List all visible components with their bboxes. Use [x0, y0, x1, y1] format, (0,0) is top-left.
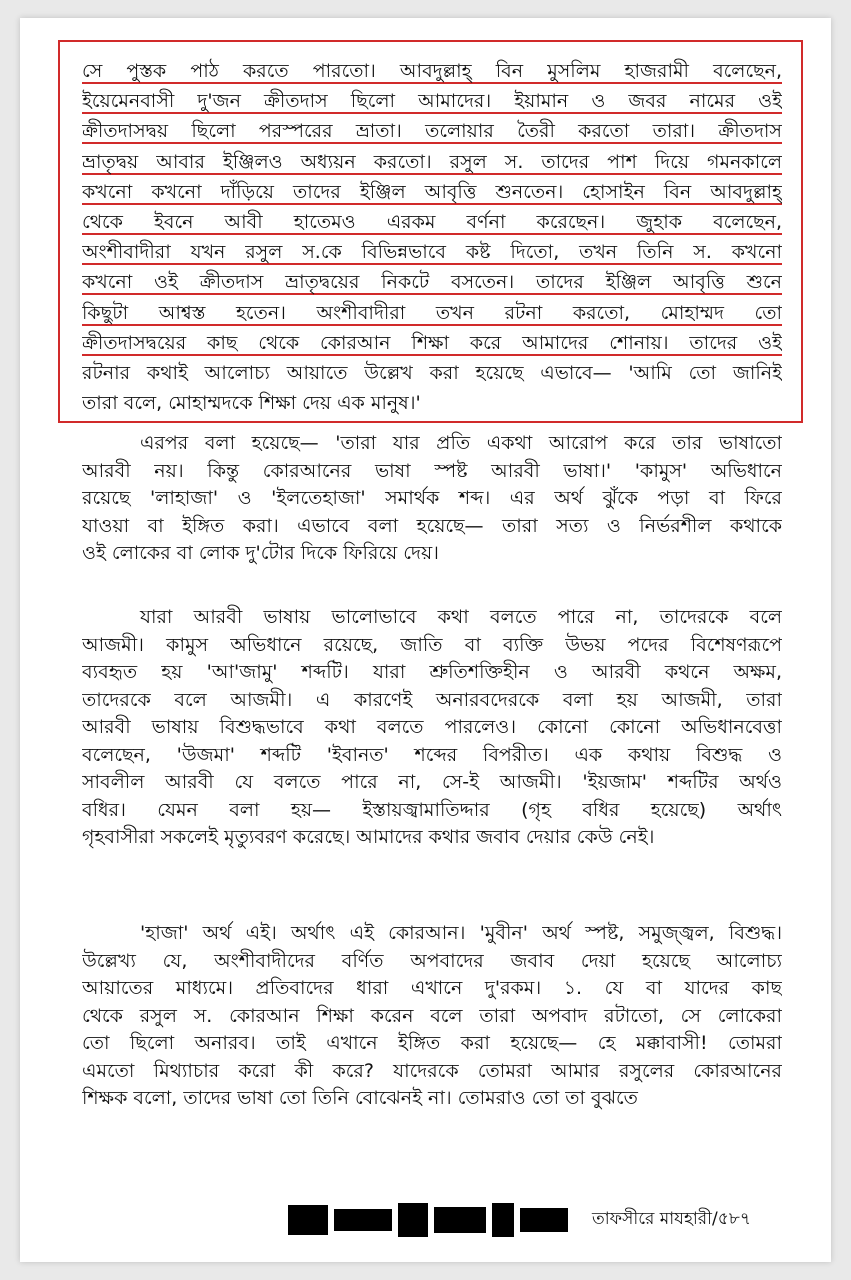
paragraph-line: আজমী। কামুস অভিধানে রয়েছে, জাতি বা ব্যক্তি উভয় পদের বিশেষণরূপে: [82, 633, 782, 656]
highlighted-passage: [82, 56, 782, 418]
paragraph-line: তো ছিলো অনারব। তাই এখানে ইঙ্গিত করা হয়েছে— হে মক্কাবাসী! তোমরা: [82, 1032, 782, 1054]
boxed-line: তারা বলে, মোহাম্মদকে শিক্ষা দেয় এক মানুষ।': [82, 392, 421, 415]
document-page: [20, 18, 831, 1262]
paragraph-line: যাওয়া বা ইঙ্গিত করা। এভাবে বলা হয়েছে— তারা সত্য ও নির্ভরশীল কথাকে: [82, 514, 782, 537]
paragraph-line: সাবলীল আরবী যে বলতে পারে না, সে-ই আজমী। 'ইয়জাম' শব্দটির অর্থও: [82, 771, 782, 793]
paragraph-line: আরবী ভাষায় বিশুদ্ধভাবে কথা বলতে পারলেও। কোনো কোনো অভিধানবেত্তা: [82, 716, 782, 738]
paragraph-line: বধির। যেমন বলা হয়— ইস্তায়জ্বামাতিদ্দার (গৃহ বধির হয়েছে) অর্থাৎ: [82, 798, 782, 821]
boxed-line: রটনার কথাই আলোচ্য আয়াতে উল্লেখ করা হয়েছে এভাবে— 'আমি তো জানিই: [82, 361, 782, 384]
paragraph-1: [82, 430, 782, 568]
paragraph-line: এমতো মিথ্যাচার করো কী করে? যাদেরকে তোমরা আমার রসুলের কোরআনের: [82, 1059, 782, 1082]
paragraph-line: শিক্ষক বলো, তাদের ভাষা তো তিনি বোঝেনই না। তোমরাও তো তা বুঝতে: [82, 1087, 638, 1109]
paragraph-line: গৃহবাসীরা সকলেই মৃত্যুবরণ করেছে। আমাদের কথার জবাব দেয়ার কেউ নেই।: [82, 826, 655, 848]
page-footer-title: তাফসীরে মাযহারী/৫৮৭: [592, 1209, 751, 1229]
boxed-line: ইয়েমেনবাসী দু'জন ক্রীতদাস ছিলো আমাদের। ইয়ামান ও জবর নামের ওই: [82, 90, 782, 113]
paragraph-line: এরপর বলা হয়েছে— 'তারা যার প্রতি একথা আরোপ করে তার ভাষাতো: [140, 432, 782, 454]
paragraph-line: তাদেরকে বলে আজমী। এ কারণেই অনারবদেরকে বলা হয় আজমী, তারা: [82, 688, 782, 711]
paragraph-line: যারা আরবী ভাষায় ভালোভাবে কথা বলতে পারে না, তাদেরকে বলে: [140, 606, 782, 628]
paragraph-2: [82, 604, 782, 852]
boxed-line: সে পুস্তক পাঠ করতে পারতো। আবদুল্লাহ্ বিন মুসলিম হাজরামী বলেছেন,: [82, 60, 782, 82]
paragraph-line: 'হাজা' অর্থ এই। অর্থাৎ এই কোরআন। 'মুবীন' অর্থ স্পষ্ট, সমুজ্জ্বল, বিশুদ্ধ।: [140, 922, 782, 944]
paragraph-line: আয়াতের মাধ্যমে। প্রতিবাদের ধারা এখানে দু'রকম। ১. যে বা যাদের কাছ: [82, 977, 782, 999]
paragraph-line: ব্যবহৃত হয় 'আ'জামু' শব্দটি। যারা শ্রুতিশক্তিহীন ও আরবী কথনে অক্ষম,: [82, 661, 782, 683]
boxed-line: ক্রীতদাসদ্বয় ছিলো পরস্পরের ভ্রাতা। তলোয়ার তৈরী করতো তারা। ক্রীতদাস: [82, 120, 782, 143]
boxed-line: কিছুটা আশ্বস্ত হতেন। অংশীবাদীরা তখন রটনা করতো, মোহাম্মদ তো: [82, 301, 782, 324]
boxed-line: কখনো কখনো দাঁড়িয়ে তাদের ইঞ্জিল আবৃত্তি শুনতেন। হোসাইন বিন আবদুল্লাহ্: [82, 180, 782, 203]
highlighted-passage-box: [58, 40, 803, 423]
paragraph-line: বলেছেন, 'উজমা' শব্দটি 'ইবানত' শব্দের বিপরীত। এক কথায় বিশুদ্ধ ও: [82, 743, 782, 766]
boxed-line: থেকে ইবনে আবী হাতেমও এরকম বর্ণনা করেছেন। জুহাক বলেছেন,: [82, 210, 782, 233]
paragraph-line: রয়েছে 'লাহাজা' ও 'ইলতেহাজা' সমার্থক শব্দ। এর অর্থ ঝুঁকে পড়া বা ফিরে: [82, 487, 782, 509]
paragraph-3: [82, 920, 782, 1113]
boxed-line: কখনো ওই ক্রীতদাস ভ্রাতৃদ্বয়ের নিকটে বসতেন। তাদের ইঞ্জিল আবৃত্তি শুনে: [82, 271, 782, 294]
boxed-line: ক্রীতদাসদ্বয়ের কাছ থেকে কোরআন শিক্ষা করে আমাদের শোনায়। তাদের ওই: [82, 331, 782, 354]
paragraph-line: ওই লোকের বা লোক দু'টোর দিকে ফিরিয়ে দেয়।: [82, 542, 439, 564]
paragraph-line: উল্লেখ্য যে, অংশীবাদীদের বর্ণিত অপবাদের জবাব দেয়া হয়েছে আলোচ্য: [82, 949, 782, 972]
boxed-line: অংশীবাদীরা যখন রসুল স.কে বিভিন্নভাবে কষ্ট দিতো, তখন তিনি স. কখনো: [82, 241, 782, 264]
paragraph-line: আরবী নয়। কিন্তু কোরআনের ভাষা স্পষ্ট আরবী ভাষা।' 'কামুস' অভিধানে: [82, 459, 782, 482]
boxed-line: ভ্রাতৃদ্বয় আবার ইঞ্জিলও অধ্যয়ন করতো। রসুল স. তাদের পাশ দিয়ে গমনকালে: [82, 150, 782, 173]
redacted-watermark: [288, 1198, 568, 1242]
paragraph-line: থেকে রসুল স. কোরআন শিক্ষা করেন বলে তারা অপবাদ রটাতো, সে লোকেরা: [82, 1004, 782, 1027]
